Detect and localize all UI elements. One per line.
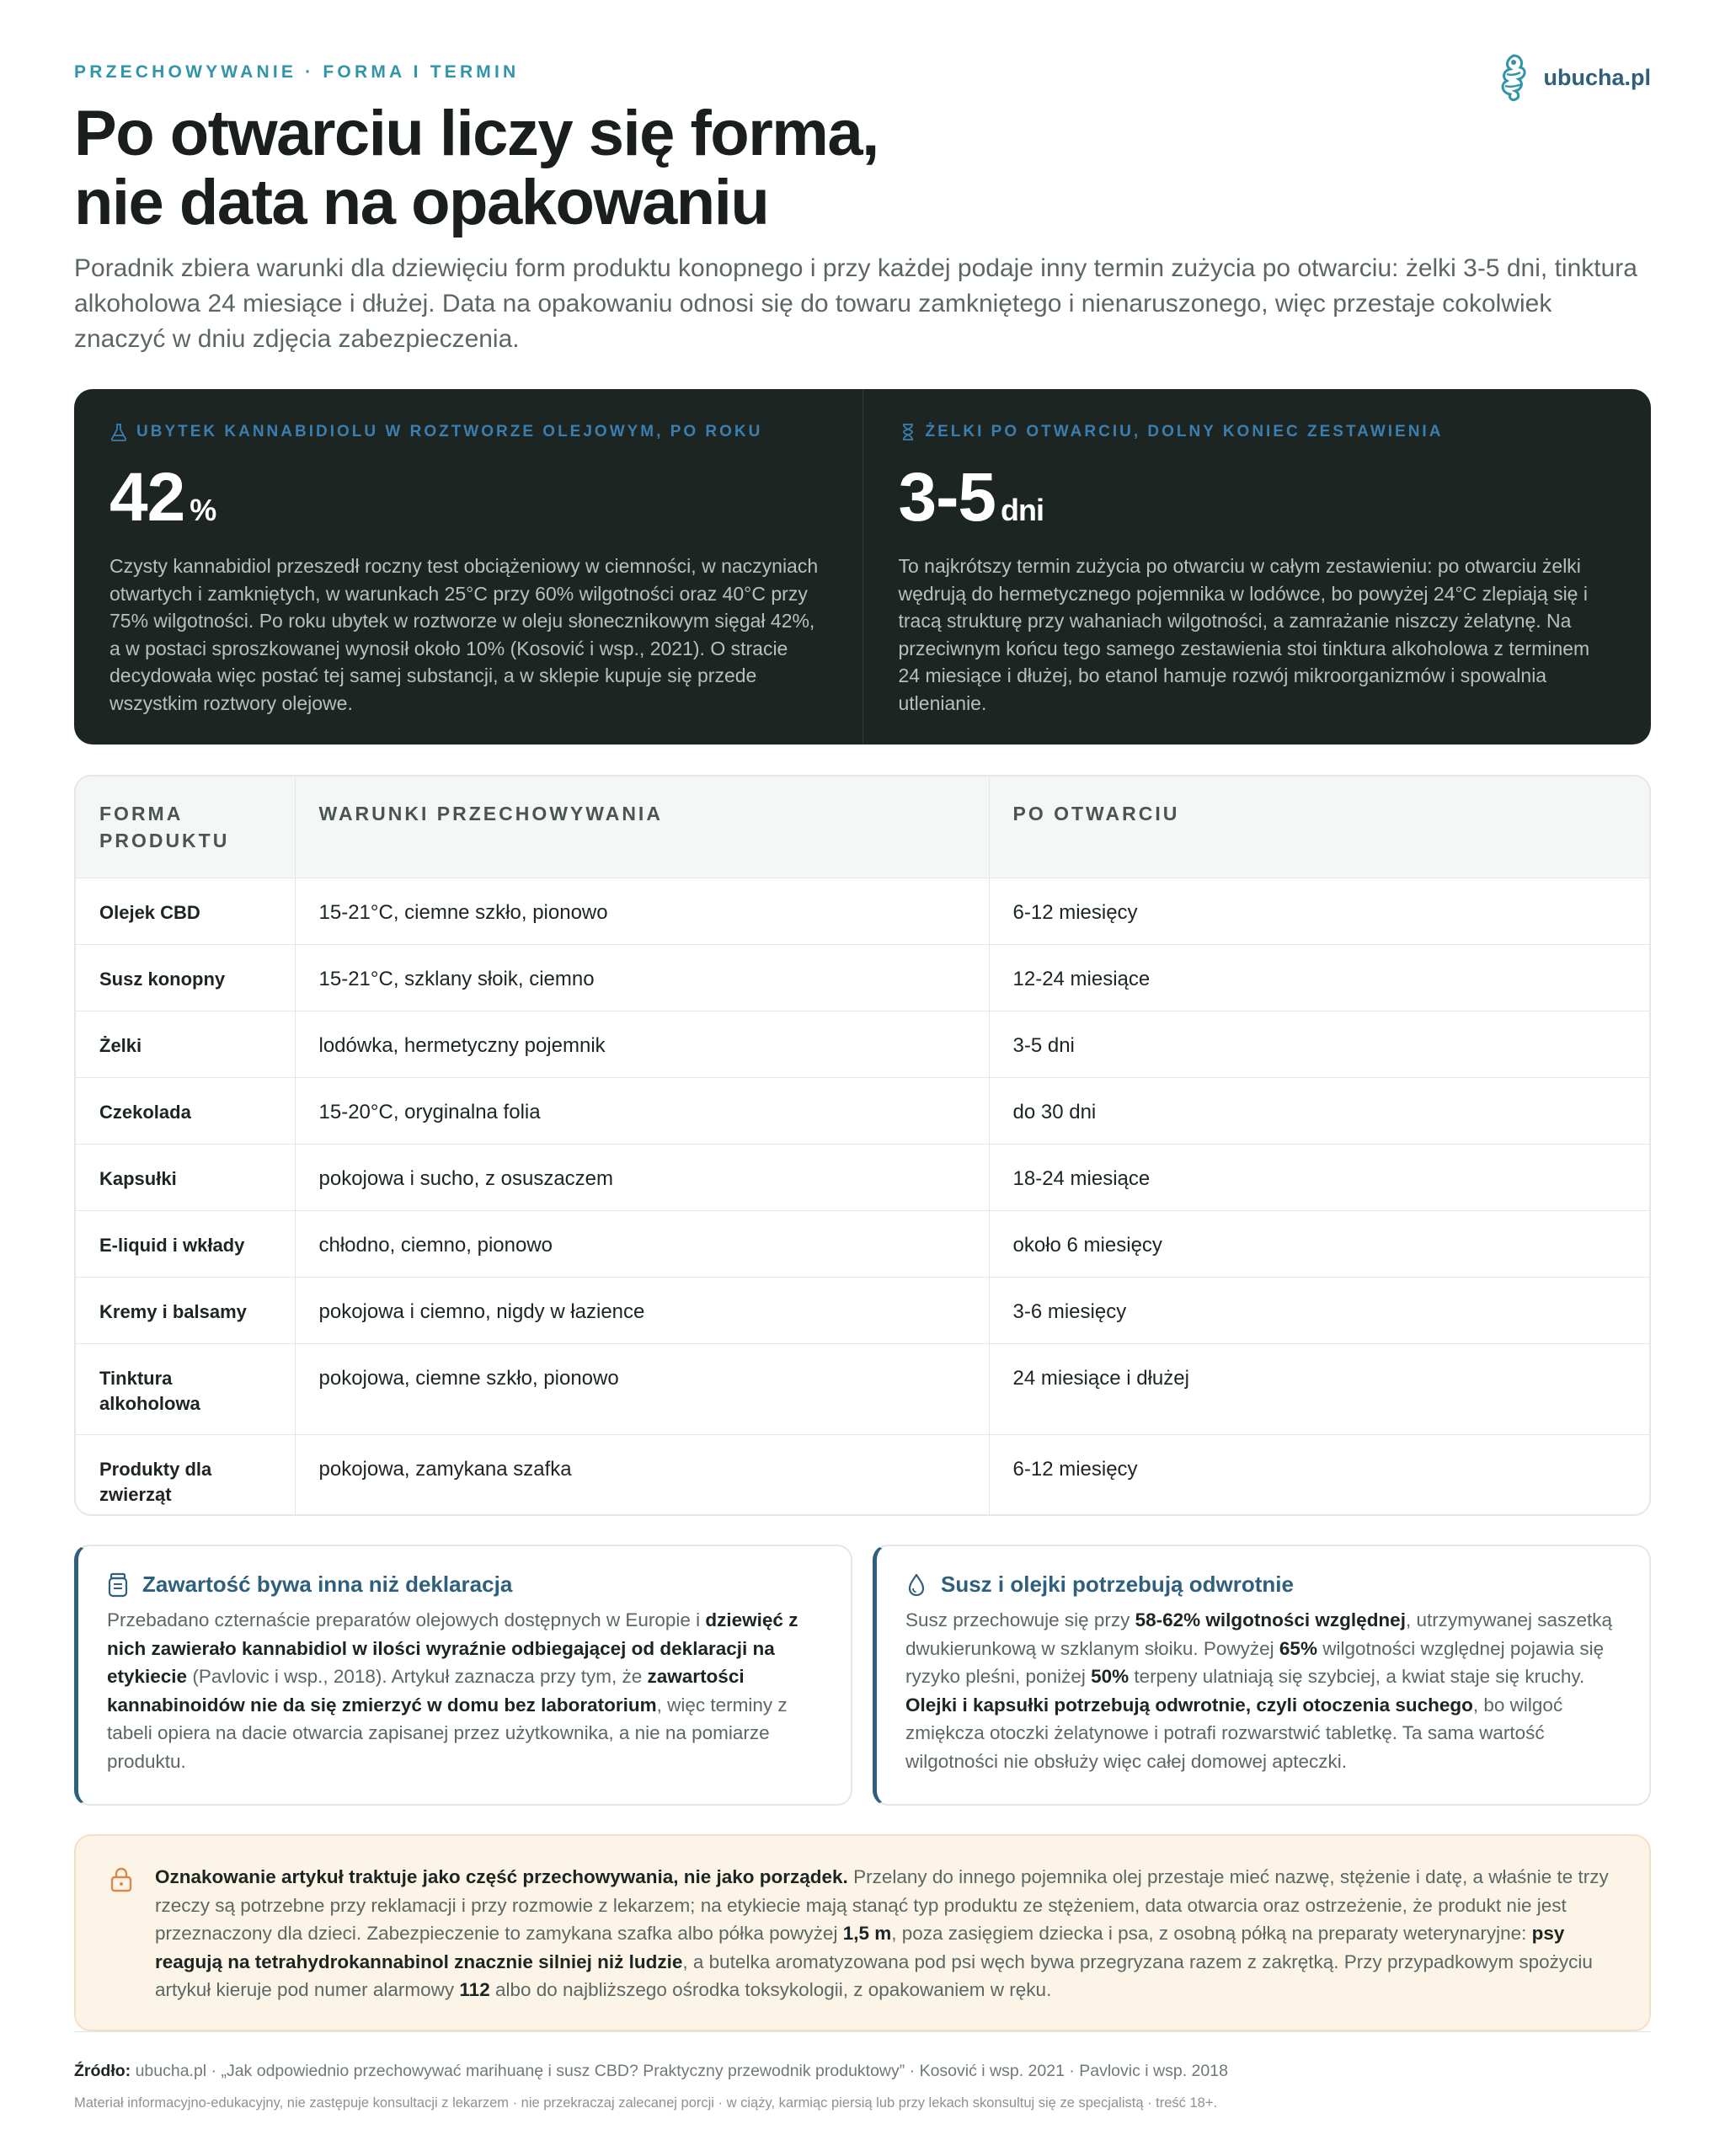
stat-card-cbd-loss bbox=[74, 389, 862, 744]
cell-form: Produkty dla zwierząt bbox=[76, 1435, 295, 1517]
cell-term: 3‑6 miesięcy bbox=[989, 1278, 1651, 1344]
stat-value bbox=[109, 459, 827, 536]
table-row bbox=[76, 1344, 1651, 1435]
cell-term: 18‑24 miesiące bbox=[989, 1145, 1651, 1211]
jar-icon bbox=[107, 1572, 129, 1598]
info-card-title: Zawartość bywa inna niż deklaracja bbox=[142, 1572, 513, 1597]
cell-form: Żelki bbox=[76, 1011, 295, 1078]
stats-panel bbox=[74, 389, 1651, 744]
table-row bbox=[76, 1145, 1651, 1211]
title-line-2: nie data na opakowaniu bbox=[74, 167, 769, 238]
cell-form: Olejek CBD bbox=[76, 878, 295, 945]
source-line: Źródło: ubucha.pl · „Jak odpowiednio przechowywać marihuanę i susz CBD? Praktyczny przewodnik produktowy” · Kosović i wsp. 2021 · Pavlovic i wsp. 2018 bbox=[74, 2062, 1228, 2080]
table-row bbox=[76, 878, 1651, 945]
stat-description: To najkrótszy termin zużycia po otwarciu w całym zestawieniu: po otwarciu żelki wędrują do hermetycznego pojemnika w lodówce, bo powyżej 24°C zlepiają się i tracą strukturę przy wahaniach wilgotności, a zamrażanie niszczy żelatynę. Na przeciwnym końcu tego samego zestawienia stoi tinktura alkoholowa z terminem 24 miesiące i dłużej, bo etanol hamuje rozwój mikroorganizmów i spowalnia utlenianie. bbox=[898, 555, 1590, 714]
table-row bbox=[76, 1011, 1651, 1078]
cell-form: Kremy i balsamy bbox=[76, 1278, 295, 1344]
cell-conditions: pokojowa i ciemno, nigdy w łazience bbox=[295, 1278, 989, 1344]
table-row bbox=[76, 1435, 1651, 1517]
table-row bbox=[76, 945, 1651, 1011]
stat-value bbox=[898, 459, 1616, 536]
cell-term: około 6 miesięcy bbox=[989, 1211, 1651, 1278]
info-card-humidity bbox=[873, 1545, 1651, 1806]
header-storage-conditions: WARUNKI PRZECHOWYWANIA bbox=[295, 776, 989, 878]
disclaimer: Materiał informacyjno‑edukacyjny, nie zastępuje konsultacji z lekarzem · nie przekraczaj zalecanej porcji · w ciąży, karmiąc piersią lub przy lekach skonsultuj się ze specjalistą · treść 18+. bbox=[74, 2095, 1218, 2111]
logo-text: ubucha.pl bbox=[1543, 64, 1651, 90]
storage-table bbox=[74, 775, 1651, 1516]
cell-term: 12‑24 miesiące bbox=[989, 945, 1651, 1011]
page-title bbox=[74, 99, 879, 237]
cell-conditions: 15‑21°C, szklany słoik, ciemno bbox=[295, 945, 989, 1011]
cell-term: 3‑5 dni bbox=[989, 1011, 1651, 1078]
labeling-note bbox=[74, 1834, 1651, 2031]
table-row bbox=[76, 1211, 1651, 1278]
cell-conditions: pokojowa, zamykana szafka bbox=[295, 1435, 989, 1517]
info-card-title: Susz i olejki potrzebują odwrotnie bbox=[941, 1572, 1294, 1597]
cell-conditions: pokojowa i sucho, z osuszaczem bbox=[295, 1145, 989, 1211]
lock-icon bbox=[108, 1866, 135, 1893]
cell-form: Czekolada bbox=[76, 1078, 295, 1145]
eyebrow: PRZECHOWYWANIE · FORMA I TERMIN bbox=[74, 62, 520, 82]
cell-conditions: 15‑20°C, oryginalna folia bbox=[295, 1078, 989, 1145]
droplet-icon bbox=[905, 1572, 927, 1598]
table-row bbox=[76, 1278, 1651, 1344]
info-card-text: Susz przechowuje się przy 58‑62% wilgotności względnej, utrzymywanej saszetką dwukierunkową w szklanym słoiku. Powyżej 65% wilgotności względnej pojawia się ryzyko pleśni, poniżej 50% terpeny ulatniają się szybciej, a kwiat staje się kruchy. Olejki i kapsułki potrzebują odwrotnie, czyli otoczenia suchego, bo wilgoć zmiękcza otoczki żelatynowe i potrafi rozwarstwić tabletkę. Ta sama wartość wilgotności nie obsłuży więc całej domowej apteczki. bbox=[905, 1609, 1613, 1772]
stat-description: Czysty kannabidiol przeszedł roczny test obciążeniowy w ciemności, w naczyniach otwartych i zamkniętych, w warunkach 25°C przy 60% wilgotności oraz 40°C przy 75% wilgotności. Po roku ubytek w roztworze w oleju słonecznikowym sięgał 42%, a w postaci sproszkowanej wynosił około 10% (Kosović i wsp., 2021). O stracie decydowała więc postać tej samej substancji, a w sklepie kupuje się przede wszystkim roztwory olejowe. bbox=[109, 555, 819, 714]
cell-term: 24 miesiące i dłużej bbox=[989, 1344, 1651, 1435]
stat-unit: % bbox=[190, 493, 216, 527]
hourglass-icon bbox=[899, 423, 917, 441]
cell-form: E‑liquid i wkłady bbox=[76, 1211, 295, 1278]
cell-conditions: pokojowa, ciemne szkło, pionowo bbox=[295, 1344, 989, 1435]
info-card-header bbox=[905, 1572, 1619, 1598]
stat-label: UBYTEK KANNABIDIOLU W ROZTWORZE OLEJOWYM, PO ROKU bbox=[109, 423, 827, 441]
header-after-opening: PO OTWARCIU bbox=[989, 776, 1651, 878]
lede: Poradnik zbiera warunki dla dziewięciu form produktu konopnego i przy każdej podaje inny termin zużycia po otwarciu: żelki 3‑5 dni, tinktura alkoholowa 24 miesiące i dłużej. Data na opakowaniu odnosi się do towaru zamkniętego i nienaruszonego, więc przestaje cokolwiek znaczyć w dniu zdjęcia zabezpieczenia. bbox=[74, 254, 1637, 353]
cell-term: 6‑12 miesięcy bbox=[989, 878, 1651, 945]
table-header-row bbox=[76, 776, 1651, 878]
info-card-header bbox=[107, 1572, 820, 1598]
cell-form: Susz konopny bbox=[76, 945, 295, 1011]
footer-divider bbox=[74, 2031, 1651, 2032]
title-line-1: Po otwarciu liczy się forma, bbox=[74, 98, 879, 169]
logo[interactable] bbox=[1495, 52, 1652, 103]
info-card-text: Przebadano czternaście preparatów olejowych dostępnych w Europie i dziewięć z nich zawierało kannabidiol w ilości wyraźnie odbiegającej od deklaracji na etykiecie (Pavlovic i wsp., 2018). Artykuł zaznacza przy tym, że zawartości kannabinoidów nie da się zmierzyć w domu bez laboratorium, więc terminy z tabeli opiera na dacie otwarcia zapisanej przez użytkownika, a nie na pomiarze produktu. bbox=[107, 1609, 798, 1772]
cell-form: Tinktura alkoholowa bbox=[76, 1344, 295, 1435]
table-row bbox=[76, 1078, 1651, 1145]
cell-conditions: lodówka, hermetyczny pojemnik bbox=[295, 1011, 989, 1078]
flask-icon bbox=[109, 423, 128, 441]
cell-form: Kapsułki bbox=[76, 1145, 295, 1211]
stat-number: 42 bbox=[109, 459, 185, 536]
cell-term: do 30 dni bbox=[989, 1078, 1651, 1145]
stat-unit: dni bbox=[1001, 493, 1044, 527]
logo-mark-icon bbox=[1495, 52, 1532, 103]
stat-number: 3‑5 bbox=[898, 459, 996, 536]
header-product-form: FORMA PRODUKTU bbox=[76, 776, 295, 878]
cell-conditions: chłodno, ciemno, pionowo bbox=[295, 1211, 989, 1278]
stat-card-gummies bbox=[862, 389, 1652, 744]
note-text: Oznakowanie artykuł traktuje jako część przechowywania, nie jako porządek. Przelany do innego pojemnika olej przestaje mieć nazwę, stężenie i datę, a właśnie te trzy rzeczy są potrzebne przy reklamacji i przy rozmowie z lekarzem; na etykiecie mają stanąć typ produktu ze stężeniem, data otwarcia oraz ostrzeżenie, że produkt nie jest przeznaczony dla dzieci. Zabezpieczenie to zamykana szafka albo półka powyżej 1,5 m, poza zasięgiem dziecka i psa, z osobną półką na preparaty weterynaryjne: psy reagują na tetrahydrokannabinol znacznie silniej niż ludzie, a butelka aromatyzowana pod psi węch bywa przegryzana razem z zakrętką. Przy przypadkowym spożyciu artykuł kieruje pod numer alarmowy 112 albo do najbliższego ośrodka toksykologii, z opakowaniem w ręku. bbox=[155, 1866, 1609, 2000]
stat-label: ŻELKI PO OTWARCIU, DOLNY KONIEC ZESTAWIENIA bbox=[899, 423, 1616, 441]
cell-conditions: 15‑21°C, ciemne szkło, pionowo bbox=[295, 878, 989, 945]
cell-term: 6‑12 miesięcy bbox=[989, 1435, 1651, 1517]
info-card-declaration bbox=[74, 1545, 852, 1806]
